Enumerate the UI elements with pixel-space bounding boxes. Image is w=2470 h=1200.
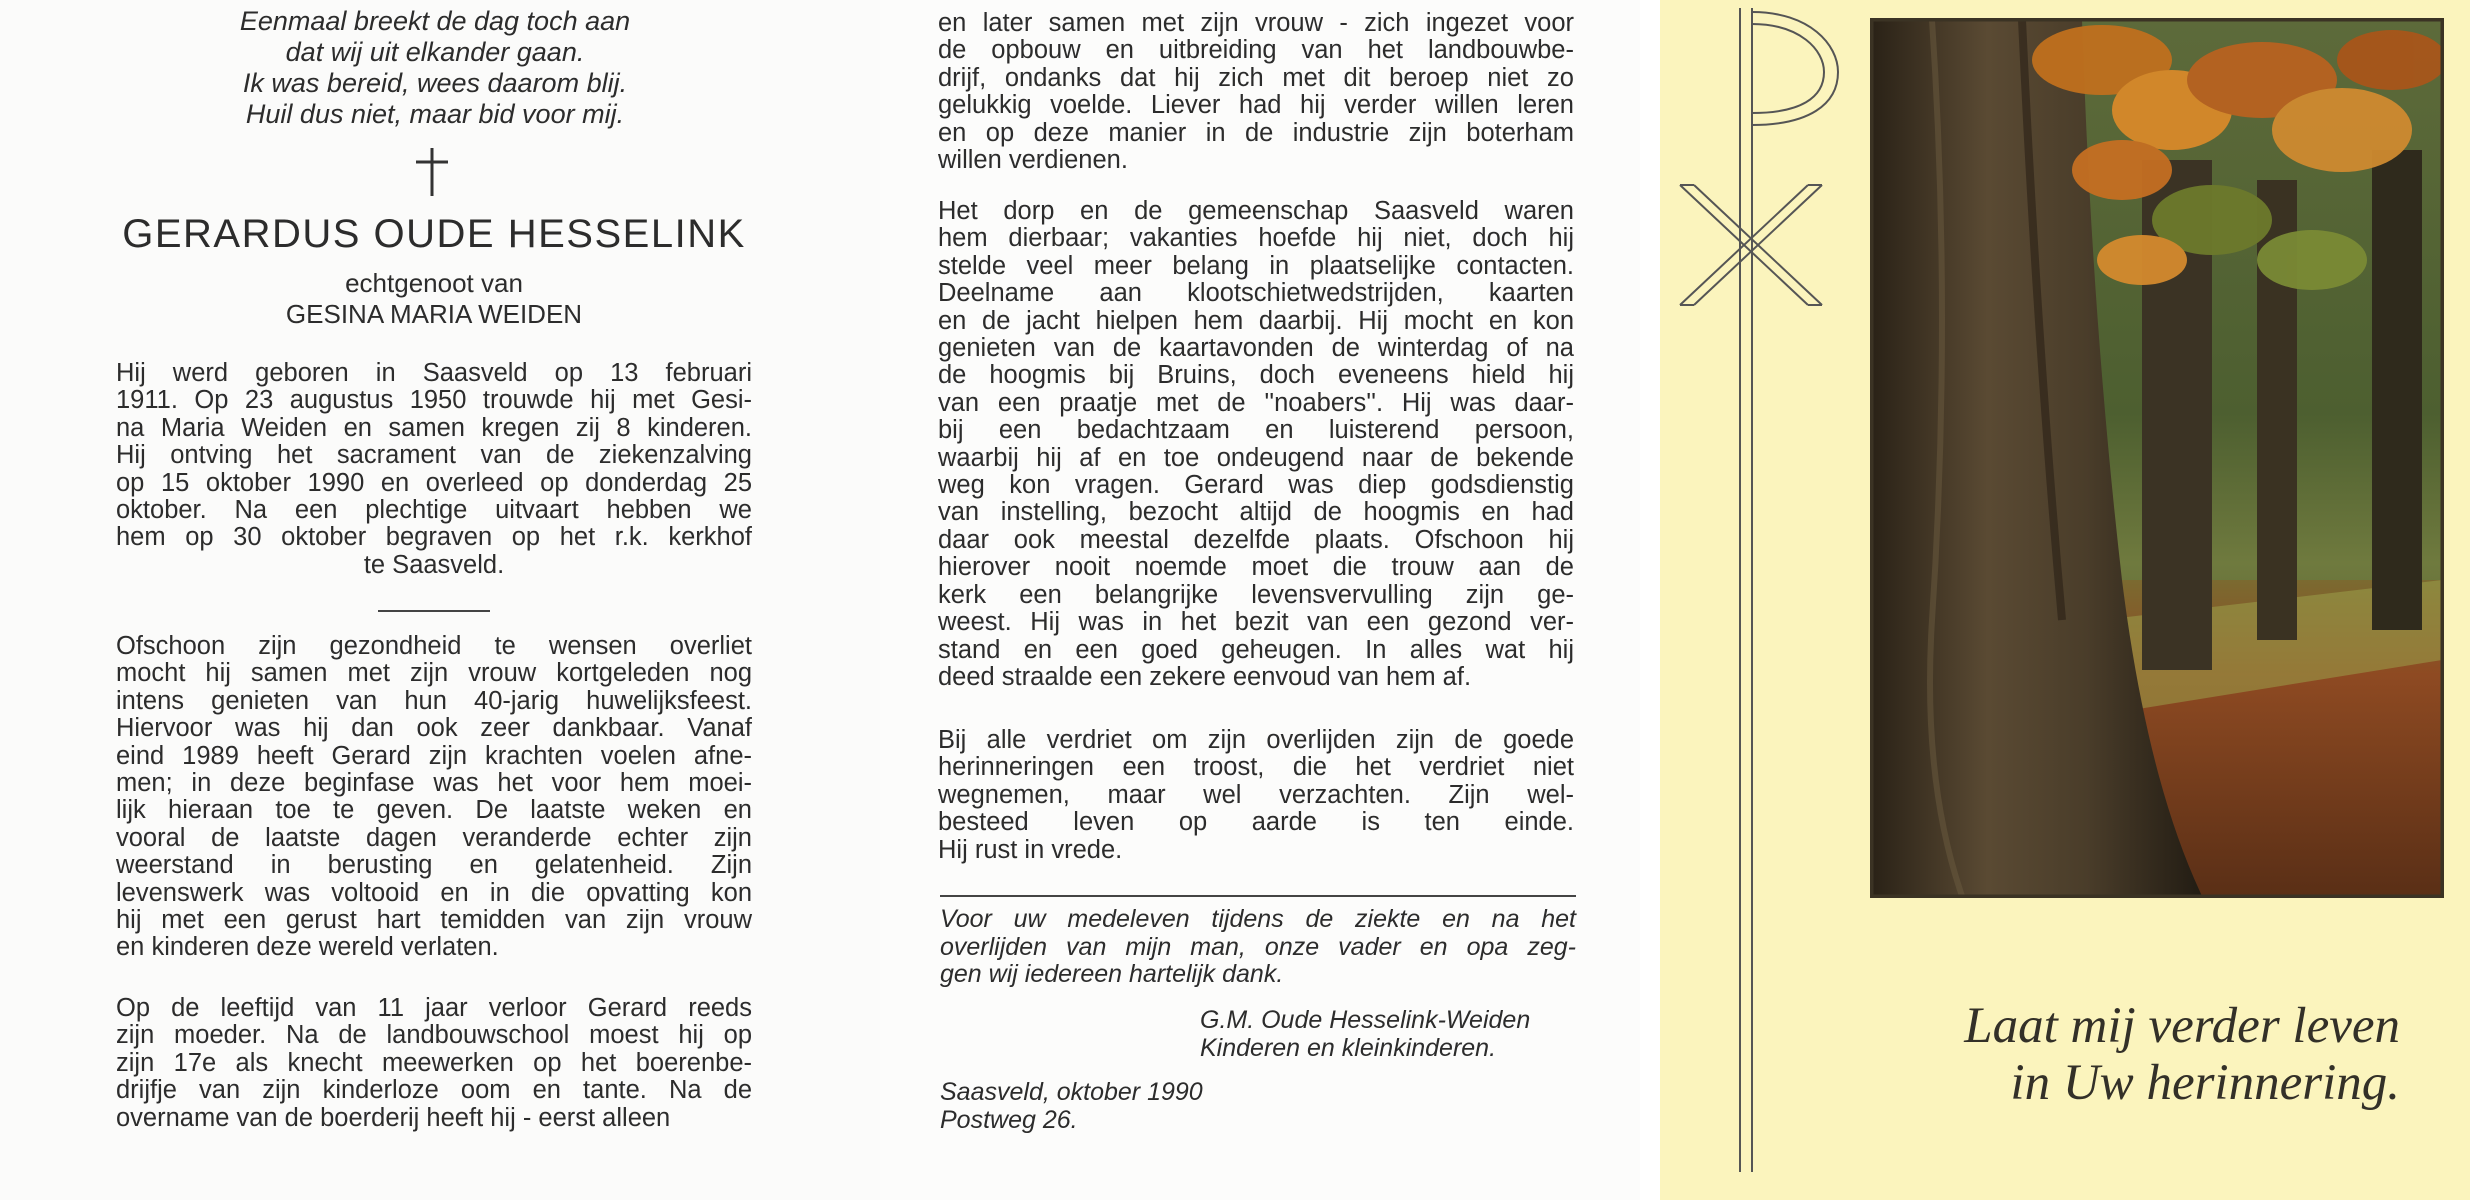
- cross-icon: [410, 146, 454, 198]
- biography-paragraph: [938, 727, 1574, 864]
- text-line: drijfje van zijn kinderloze oom en tante. Na de: [116, 1076, 752, 1105]
- text-line: zijn moeder. Na de landbouwschool moest hij op: [116, 1021, 752, 1050]
- text-line: na Maria Weiden en samen kregen zij 8 kinderen.: [116, 413, 752, 442]
- text-line: hem op 30 oktober begraven op het r.k. kerkhof: [116, 523, 752, 552]
- text-line: genieten van de kaartavonden de winterdag of na: [938, 334, 1574, 363]
- text-line: op 15 oktober 1990 en overleed op donderdag 25: [116, 468, 752, 497]
- text-line: intens genieten van hun 40-jarig huwelijksfeest.: [116, 686, 752, 715]
- memorial-verse: [135, 6, 735, 130]
- text-line: Hij ontving het sacrament van de ziekenzalving: [116, 441, 752, 470]
- text-line: stelde veel meer belang in plaatselijke contacten.: [938, 251, 1574, 280]
- text-line: hem dierbaar; vakanties hoefde hij niet, doch hij: [938, 224, 1574, 253]
- biography-paragraph: [116, 633, 752, 962]
- text-line: willen verdienen.: [938, 146, 1128, 175]
- motto-line: in Uw herinnering.: [2010, 1055, 2400, 1111]
- signature-line: Kinderen en kleinkinderen.: [1200, 1034, 1497, 1062]
- text-line: gelukkig voelde. Liever had hij verder willen leren: [938, 91, 1574, 120]
- text-line: levenswerk was voltooid en in die opvatting kon: [116, 878, 752, 907]
- text-line: wegnemen, maar wel verzachten. Zijn wel-: [938, 780, 1574, 809]
- text-line: weest. Hij was in het bezit van een gezond ver-: [938, 608, 1574, 637]
- text-line: te Saasveld.: [363, 550, 505, 579]
- chi-rho-monogram-icon: [1660, 0, 1860, 1180]
- motto: [1860, 998, 2400, 1112]
- text-line: mocht hij samen met zijn vrouw kortgeleden nog: [116, 659, 752, 688]
- text-line: bij een bedachtzaam en luisterend persoon,: [938, 416, 1574, 445]
- biography-paragraph: [938, 198, 1574, 691]
- text-line: Hiervoor was hij dan ook zeer dankbaar. Vanaf: [116, 714, 752, 743]
- verse-line: dat wij uit elkander gaan.: [285, 37, 585, 67]
- thanks-note: [940, 906, 1576, 989]
- text-line: lijk hieraan toe te geven. De laatste weken en: [116, 796, 752, 825]
- text-line: en kinderen deze wereld verlaten.: [116, 933, 499, 962]
- text-line: de hoogmis bij Bruins, doch eveneens hield hij: [938, 361, 1574, 390]
- text-line: vooral de laatste dagen veranderde echter zijn: [116, 823, 752, 852]
- spouse-block: [80, 268, 788, 330]
- text-line: herinneringen een troost, die het verdriet niet: [938, 753, 1574, 782]
- text-line: hierover nooit noemde moet die trouw aan de: [938, 553, 1574, 582]
- text-line: deed straalde een zekere eenvoud van hem af.: [938, 662, 1472, 691]
- address: Postweg 26.: [940, 1106, 1078, 1134]
- text-line: overlijden van mijn man, onze vader en opa zeg-: [940, 932, 1576, 961]
- text-line: Het dorp en de gemeenschap Saasveld waren: [938, 197, 1574, 225]
- text-line: overname van de boerderij heeft hij - eerst alleen: [116, 1103, 671, 1132]
- text-line: waarbij hij af en toe ondeugend naar de bekende: [938, 443, 1574, 472]
- text-line: oktober. Na een plechtige uitvaart hebben we: [116, 496, 752, 525]
- spouse-name: GESINA MARIA WEIDEN: [285, 299, 583, 329]
- text-line: Op de leeftijd van 11 jaar verloor Gerard reeds: [116, 994, 752, 1022]
- text-line: Voor uw medeleven tijdens de ziekte en na het: [940, 905, 1576, 933]
- divider: [378, 610, 490, 612]
- text-line: Hij rust in vrede.: [938, 835, 1123, 864]
- text-line: zijn 17e als knecht meewerken op het boerenbe-: [116, 1048, 752, 1077]
- signature-line: G.M. Oude Hesselink-Weiden: [1200, 1006, 1531, 1034]
- divider: [940, 895, 1576, 897]
- text-line: daar ook meestal dezelfde plaats. Ofschoon hij: [938, 525, 1574, 554]
- text-line: en later samen met zijn vrouw - zich ingezet voor: [938, 9, 1574, 37]
- place-date-block: [940, 1078, 1203, 1134]
- text-line: de opbouw en uitbreiding van het landbouwbe-: [938, 36, 1574, 65]
- text-line: kerk een belangrijke levensvervulling zijn ge-: [938, 580, 1574, 609]
- signature: [1200, 1006, 1580, 1062]
- text-line: Hij werd geboren in Saasveld op 13 februari: [116, 359, 752, 387]
- text-line: besteed leven op aarde is ten einde.: [938, 808, 1574, 837]
- text-line: Ofschoon zijn gezondheid te wensen overliet: [116, 632, 752, 660]
- text-line: weerstand in berusting en gelatenheid. Zijn: [116, 851, 752, 880]
- text-line: stand en een goed geheugen. In alles wat hij: [938, 635, 1574, 664]
- place-date: Saasveld, oktober 1990: [940, 1078, 1203, 1106]
- spouse-label: echtgenoot van: [345, 268, 523, 298]
- autumn-forest-photo: [1870, 18, 2444, 898]
- text-line: drijf, ondanks dat hij zich met dit beroep niet zo: [938, 63, 1574, 92]
- text-line: hij met een gerust hart temidden van zijn vrouw: [116, 906, 752, 935]
- biography-paragraph: [116, 360, 752, 579]
- text-line: van instelling, bezocht altijd de hoogmis en had: [938, 498, 1574, 527]
- biography-paragraph: [938, 10, 1574, 174]
- text-line: Bij alle verdriet om zijn overlijden zijn de goede: [938, 726, 1574, 754]
- text-line: eind 1989 heeft Gerard zijn krachten voelen afne-: [116, 741, 752, 770]
- motto-line: Laat mij verder leven: [1964, 998, 2400, 1054]
- verse-line: Huil dus niet, maar bid voor mij.: [245, 99, 625, 129]
- text-line: van een praatje met de ''noabers''. Hij was daar-: [938, 388, 1574, 417]
- text-line: en de jacht hielpen hem daarbij. Hij mocht en kon: [938, 306, 1574, 335]
- deceased-name: GERARDUS OUDE HESSELINK: [122, 212, 746, 256]
- verse-line: Eenmaal breekt de dag toch aan: [239, 6, 631, 36]
- biography-paragraph: [116, 995, 752, 1132]
- text-line: Deelname aan klootschietwedstrijden, kaarten: [938, 279, 1574, 308]
- text-line: men; in deze beginfase was het voor hem moei-: [116, 769, 752, 798]
- text-line: weg kon vragen. Gerard was diep godsdienstig: [938, 471, 1574, 500]
- text-line: en op deze manier in de industrie zijn boterham: [938, 118, 1574, 147]
- text-line: gen wij iedereen hartelijk dank.: [940, 960, 1284, 988]
- verse-line: Ik was bereid, wees daarom blij.: [242, 68, 628, 98]
- text-line: 1911. Op 23 augustus 1950 trouwde hij met Gesi-: [116, 386, 752, 415]
